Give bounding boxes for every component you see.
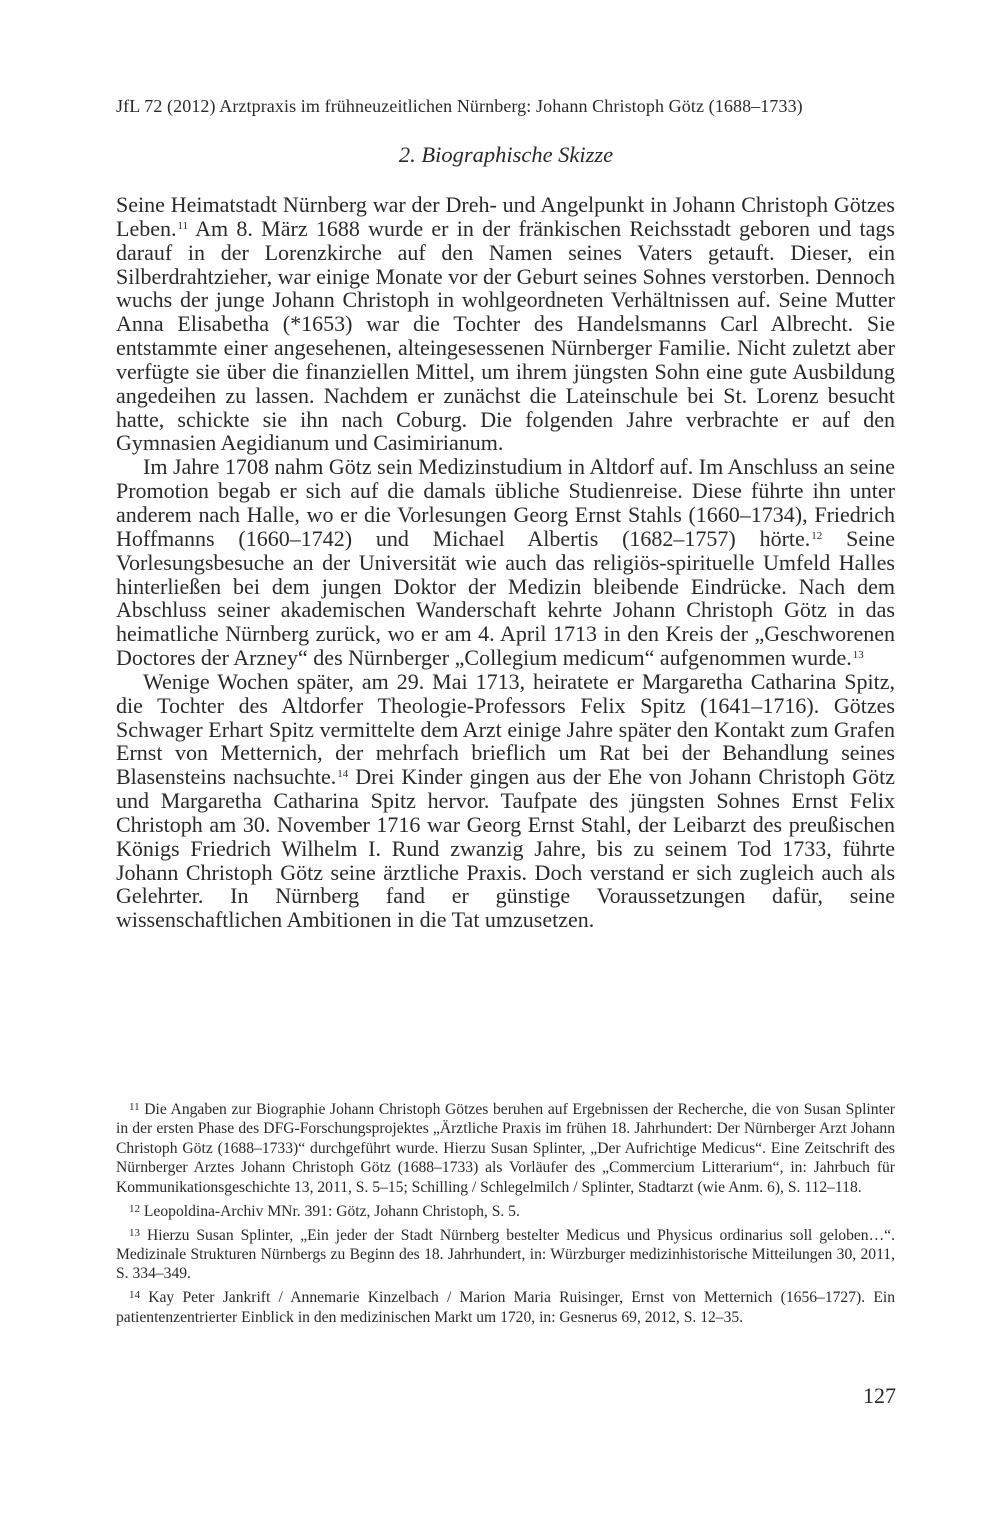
footnote-reference[interactable]: 14: [337, 768, 349, 781]
footnote-number: 11: [129, 1101, 140, 1113]
footnote-text: Die Angaben zur Biographie Johann Christoph Götzes beruhen auf Ergebnissen der Recherche, die von Susan Splinter in der ersten Phase des DFG-Forschungsprojektes „Ärztliche Praxis im frühen 18. Jahrhundert: Der Nürnberger Arzt Johann Christoph Götz (1688–1733)“ durchgeführt wurde. Hierzu Susan Splinter, „Der Aufrichtige Medicus“. Eine Zeitschrift des Nürnberger Arztes Johann Christoph Götz (1688–1733) als Vorläufer des „Commercium Litterarium“, in: Jahrbuch für Kommunikationsgeschichte 13, 2011, S. 5–15; Schilling / Schlegelmilch / Splinter, Stadtarzt (wie Anm. 6), S. 112–118.: [116, 1101, 895, 1196]
main-text: [116, 193, 895, 932]
section-heading: 2. Biographische Skizze: [398, 142, 614, 167]
running-head: JfL 72 (2012) Arztpraxis im frühneuzeitlichen Nürnberg: Johann Christoph Götz (1688–1733): [116, 96, 803, 116]
footnote-text: Kay Peter Jankrift / Annemarie Kinzelbach / Marion Maria Ruisinger, Ernst von Metternich (1656–1727). Ein patientenzentrierter Einblick in den medizinischen Markt um 1720, in: Gesnerus 69, 2012, S. 12–35.: [116, 1289, 895, 1326]
footnote-number: 12: [129, 1202, 140, 1215]
footnote-number: 14: [129, 1289, 140, 1302]
text-segment: Seine Heimatstadt Nürnberg war der Dreh- und Angelpunkt in Johann Christoph Götzes Leben.: [116, 192, 895, 241]
footnote: [116, 1226, 895, 1284]
footnote-reference[interactable]: 13: [852, 649, 864, 662]
text-segment: Wenige Wochen später, am 29. Mai 1713, heiratete er Margaretha Catharina Spitz, die Tochter des Altdorfer Theologie-Professors Felix Spitz (1641–1716). Götzes Schwager Erhart Spitz vermittelte dem Arzt einige Jahre später den Kontakt zum Grafen Ernst von Metternich, der mehrfach brieflich um Rat bei der Behandlung seines Blasensteins nachsuchte.: [116, 668, 895, 790]
footnote: [116, 1100, 895, 1197]
text-segment: Am 8. März 1688 wurde er in der fränkischen Reichsstadt geboren und tags darauf in der Lorenzkirche auf den Namen seines Vaters getauft. Dieser, ein Silberdrahtzieher, war einige Monate vor der Geburt seines Sohnes verstorben. Dennoch wuchs der junge Johann Christoph in wohlgeordneten Verhältnissen auf. Seine Mutter Anna Elisabetha (*1653) war die Tochter des Handelsmanns Carl Albrecht. Sie entstammte einer angesehenen, alteingesessenen Nürnberger Familie. Nicht zuletzt aber verfügte sie über die finanziellen Mittel, um ihrem jüngsten Sohn eine gute Ausbildung angedeihen zu lassen. Nachdem er zunächst die Lateinschule bei St. Lorenz besucht hatte, schickte sie ihn nach Coburg. Die folgenden Jahre verbrachte er auf den Gymnasien Aegidianum und Casimirianum.: [116, 215, 895, 456]
paragraph: [116, 455, 895, 670]
footnote-number: 13: [129, 1226, 140, 1239]
paragraph: [116, 670, 895, 932]
footnote-text: Hierzu Susan Splinter, „Ein jeder der Stadt Nürnberg bestelter Medicus und Physicus ordinarius soll geloben…“. Medizinale Strukturen Nürnbergs zu Beginn des 18. Jahrhundert, in: Würzburger medizinhistorische Mitteilungen 30, 2011, S. 334–349.: [116, 1226, 895, 1283]
footnote: [116, 1288, 895, 1327]
text-segment: Drei Kinder gingen aus der Ehe von Johann Christoph Götz und Margaretha Catharina Spitz hervor. Taufpate des jüngsten Sohnes Ernst Felix Christoph am 30. November 1716 war Georg Ernst Stahl, der Leibarzt des preußischen Königs Friedrich Wilhelm I. Rund zwanzig Jahre, bis zu seinem Tod 1733, führte Johann Christoph Götz seine ärztliche Praxis. Doch verstand er sich zugleich auch als Gelehrter. In Nürnberg fand er günstige Voraussetzungen dafür, seine wissenschaftlichen Ambitionen in die Tat umzusetzen.: [116, 764, 895, 933]
footnotes: [116, 1100, 895, 1332]
text-segment: Im Jahre 1708 nahm Götz sein Medizinstudium in Altdorf auf. Im Anschluss an seine Promotion begab er sich auf die damals übliche Studienreise. Diese führte ihn unter anderem nach Halle, wo er die Vorlesungen Georg Ernst Stahls (1660–1734), Friedrich Hoffmanns (1660–1742) und Michael Albertis (1682–1757) hörte.: [116, 454, 895, 551]
footnote-reference[interactable]: 11: [177, 219, 189, 232]
footnote-text: Leopoldina-Archiv MNr. 391: Götz, Johann Christoph, S. 5.: [143, 1202, 520, 1220]
page-number: 127: [863, 1383, 896, 1408]
paragraph: [116, 193, 895, 455]
text-segment: Seine Vorlesungsbesuche an der Universität wie auch das religiös-spirituelle Umfeld Halles hinterließen bei dem jungen Doktor der Medizin bleibende Eindrücke. Nach dem Abschluss seiner akademischen Wanderschaft kehrte Johann Christoph Götz in das heimatliche Nürnberg zurück, wo er am 4. April 1713 in den Kreis der „Geschworenen Doctores der Arzney“ des Nürnberger „Collegium medicum“ aufgenommen wurde.: [116, 525, 895, 671]
footnote-reference[interactable]: 12: [811, 529, 823, 542]
footnote: [116, 1202, 895, 1221]
